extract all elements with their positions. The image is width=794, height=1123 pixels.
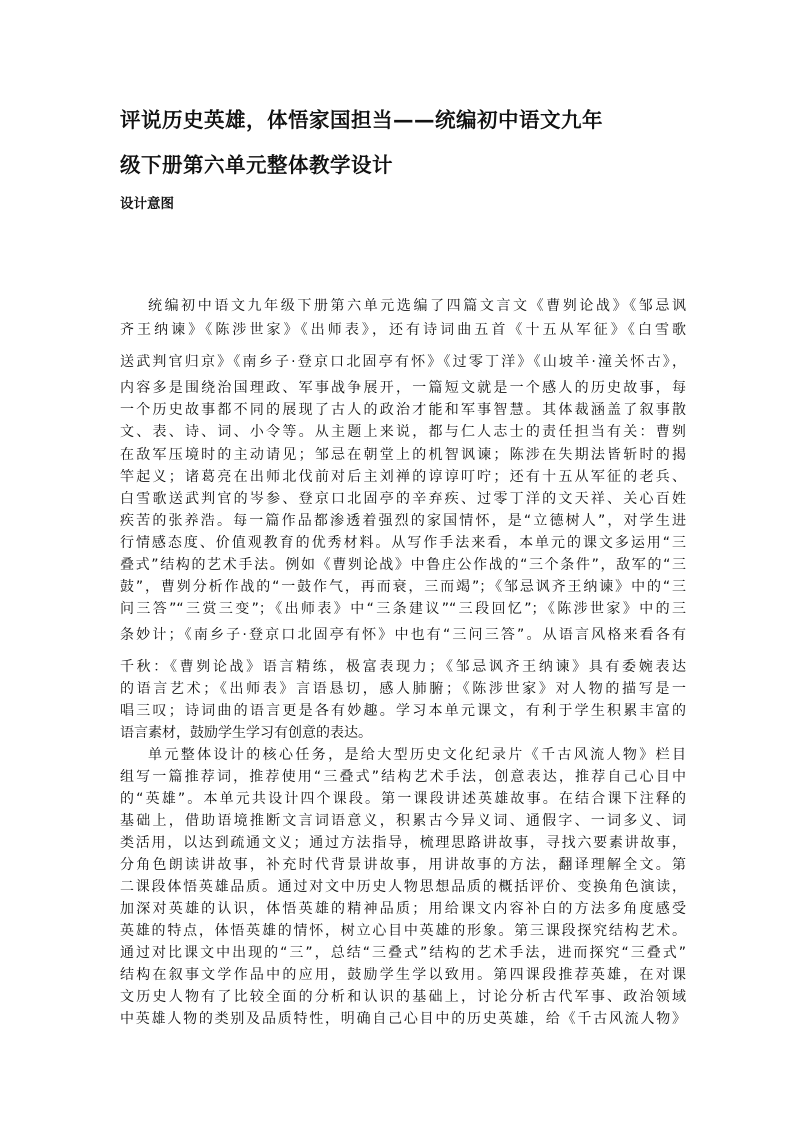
body-line: 基础上，借助语境推断文言词语意义，积累古今异义词、通假字、一词多义、词: [120, 813, 686, 829]
body-line: 千秋：《曹刿论战》语言精练，极富表现力；《邹忌讽齐王纳谏》具有委婉表达: [120, 659, 686, 675]
body-line: 类活用，以达到疏通文义；通过方法指导，梳理思路讲故事，寻找六要素讲故事，: [120, 835, 686, 851]
body-line: 送武判官归京》《南乡子·登京口北固亭有怀》《过零丁洋》《山坡羊·潼关怀古》，: [120, 354, 686, 370]
document-title-line-1: 评说历史英雄，体悟家国担当——统编初中语文九年: [120, 108, 603, 132]
body-line: 加深对英雄的认识，体悟英雄的精神品质；用给课文内容补白的方法多角度感受: [120, 901, 686, 917]
body-line: 文历史人物有了比较全面的分析和认识的基础上，讨论分析古代军事、政治领域: [120, 989, 686, 1005]
body-line: 问三答”“三赏三变”；《出师表》中“三条建议”“三段回忆”；《陈涉世家》中的三: [120, 601, 686, 617]
body-line: 文、表、诗、词、小令等。从主题上来说，都与仁人志士的责任担当有关：曹刿: [120, 424, 686, 440]
body-line: 组写一篇推荐词，推荐使用“三叠式”结构艺术手法，创意表达，推荐自己心目中: [120, 769, 686, 785]
body-line: 叠式”结构的艺术手法。例如《曹刿论战》中鲁庄公作战的“三个条件”，敌军的“三: [120, 557, 686, 573]
body-line: 唱三叹；诗词曲的语言更是各有妙趣。学习本单元课文，有利于学生积累丰富的: [120, 703, 686, 719]
body-line: 条妙计；《南乡子·登京口北固亭有怀》中也有“三问三答”。从语言风格来看各有: [120, 627, 686, 643]
body-line: 结构在叙事文学作品中的应用，鼓励学生学以致用。第四课段推荐英雄，在对课: [120, 967, 686, 983]
body-line: 语言素材，鼓励学生学习有创意的表达。: [120, 725, 372, 741]
body-line: 通过对比课文中出现的“三”，总结“三叠式”结构的艺术手法，进而探究“三叠式”: [120, 945, 686, 961]
body-line: 在敌军压境时的主动请见；邹忌在朝堂上的机智讽谏；陈涉在失期法皆斩时的揭: [120, 447, 686, 463]
body-line: 竿起义；诸葛亮在出师北伐前对后主刘禅的谆谆叮咛；还有十五从军征的老兵、: [120, 469, 686, 485]
body-line: 二课段体悟英雄品质。通过对文中历史人物思想品质的概括评价、变换角色演读，: [120, 879, 686, 895]
body-line: 白雪歌送武判官的岑参、登京口北固亭的辛弃疾、过零丁洋的文天祥、关心百姓: [120, 491, 686, 507]
body-line: 英雄的特点，体悟英雄的情怀，树立心目中英雄的形象。第三课段探究结构艺术。: [120, 923, 686, 939]
body-line: 疾苦的张养浩。每一篇作品都渗透着强烈的家国情怀，是“立德树人”，对学生进: [120, 513, 686, 529]
document-title-line-2: 级下册第六单元整体教学设计: [120, 153, 393, 177]
body-line: 鼓”，曹刿分析作战的“一鼓作气，再而衰，三而竭”；《邹忌讽齐王纳谏》中的“三: [120, 579, 686, 595]
body-line: 一个历史故事都不同的展现了古人的政治才能和军事智慧。其体裁涵盖了叙事散: [120, 402, 686, 418]
body-line: 中英雄人物的类别及品质特性，明确自己心目中的历史英雄，给《千古风流人物》: [120, 1011, 686, 1027]
body-line: 行情感态度、价值观教育的优秀材料。从写作手法来看，本单元的课文多运用“三: [120, 535, 686, 551]
body-line: 内容多是围绕治国理政、军事战争展开，一篇短文就是一个感人的历史故事，每: [120, 380, 686, 396]
body-line: 单元整体设计的核心任务，是给大型历史文化纪录片《千古风流人物》栏目: [148, 747, 686, 763]
body-line: 统编初中语文九年级下册第六单元选编了四篇文言文《曹刿论战》《邹忌讽: [148, 298, 686, 314]
body-line: 齐王纳谏》《陈涉世家》《出师表》，还有诗词曲五首《十五从军征》《白雪歌: [120, 322, 686, 338]
body-line: 的语言艺术；《出师表》言语恳切，感人肺腑；《陈涉世家》对人物的描写是一: [120, 681, 686, 697]
body-line: 分角色朗读讲故事，补充时代背景讲故事，用讲故事的方法，翻译理解全文。第: [120, 857, 686, 873]
body-line: 的“英雄”。本单元共设计四个课段。第一课段讲述英雄故事。在结合课下注释的: [120, 791, 686, 807]
section-heading: 设计意图: [120, 196, 174, 212]
